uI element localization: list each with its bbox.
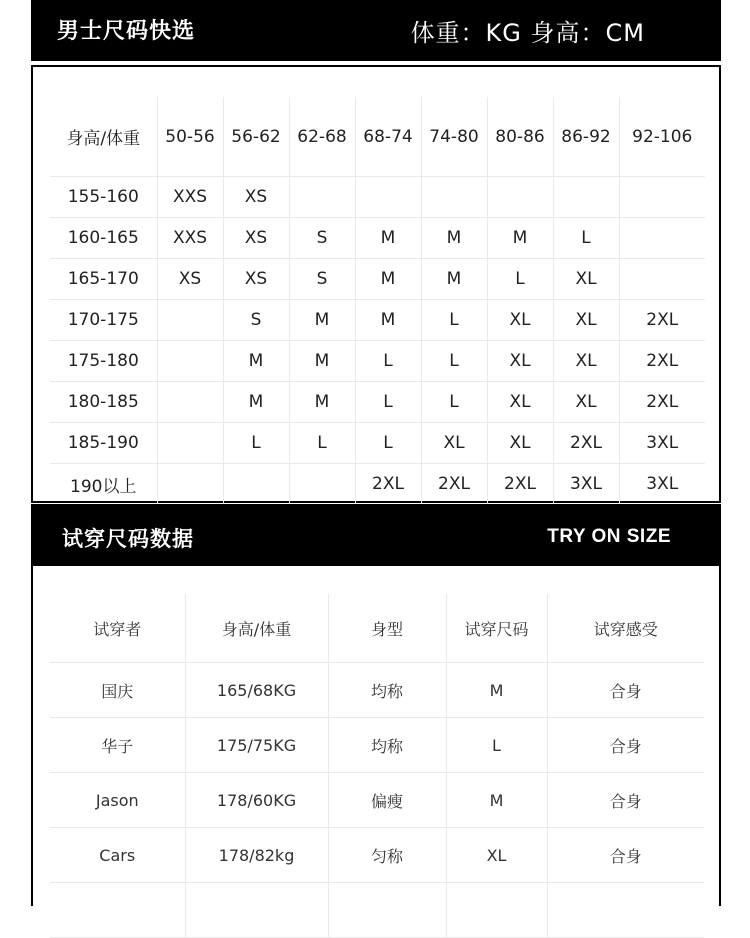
size-cell xyxy=(157,464,223,505)
try-on-cell: M xyxy=(446,773,547,828)
size-cell: 2XL xyxy=(619,382,705,423)
try-on-cell: 合身 xyxy=(547,828,704,883)
size-cell: M xyxy=(289,382,355,423)
weight-range-header: 74-80 xyxy=(421,97,487,177)
try-on-column-header: 试穿者 xyxy=(50,594,185,663)
weight-range-header: 62-68 xyxy=(289,97,355,177)
size-chart-row xyxy=(50,464,705,505)
size-cell: XL xyxy=(553,259,619,300)
size-cell xyxy=(289,177,355,218)
size-cell: M xyxy=(421,259,487,300)
weight-range-header: 50-56 xyxy=(157,97,223,177)
size-cell: XL xyxy=(553,382,619,423)
size-cell: XS xyxy=(223,177,289,218)
size-chart-row xyxy=(50,382,705,423)
try-on-column-header: 身高/体重 xyxy=(185,594,328,663)
size-cell: L xyxy=(421,300,487,341)
size-cell: XL xyxy=(487,300,553,341)
size-chart-row xyxy=(50,423,705,464)
try-on-cell: 合身 xyxy=(547,773,704,828)
size-chart-row xyxy=(50,300,705,341)
try-on-cell: 178/82kg xyxy=(185,828,328,883)
size-cell: L xyxy=(223,423,289,464)
try-on-title-en: TRY ON SIZE xyxy=(547,526,671,547)
size-cell xyxy=(157,382,223,423)
size-cell: XL xyxy=(553,341,619,382)
try-on-column-header: 试穿尺码 xyxy=(446,594,547,663)
size-cell: L xyxy=(421,341,487,382)
try-on-column-header: 试穿感受 xyxy=(547,594,704,663)
size-cell xyxy=(157,300,223,341)
size-cell xyxy=(619,259,705,300)
size-cell xyxy=(421,177,487,218)
size-guide-header xyxy=(31,0,721,61)
weight-range-header: 68-74 xyxy=(355,97,421,177)
size-chart-row xyxy=(50,259,705,300)
try-on-column-header: 身型 xyxy=(328,594,446,663)
try-on-title: 试穿尺码数据 xyxy=(62,527,194,551)
try-on-cell: 178/60KG xyxy=(185,773,328,828)
size-cell: M xyxy=(487,218,553,259)
size-cell: 2XL xyxy=(619,300,705,341)
try-on-cell xyxy=(185,883,328,938)
try-on-cell: 华子 xyxy=(50,718,185,773)
try-on-cell: 均称 xyxy=(328,718,446,773)
try-on-header xyxy=(31,504,721,566)
size-cell: 3XL xyxy=(553,464,619,505)
size-cell xyxy=(223,464,289,505)
size-cell: M xyxy=(289,341,355,382)
try-on-cell: 合身 xyxy=(547,663,704,718)
size-cell xyxy=(289,464,355,505)
corner-label: 身高/体重 xyxy=(50,97,157,177)
height-range-label: 175-180 xyxy=(50,341,157,382)
height-range-label: 190以上 xyxy=(50,464,157,505)
weight-range-header: 86-92 xyxy=(553,97,619,177)
try-on-cell: 175/75KG xyxy=(185,718,328,773)
size-cell: L xyxy=(355,423,421,464)
size-cell xyxy=(487,177,553,218)
size-cell xyxy=(619,177,705,218)
size-cell: M xyxy=(421,218,487,259)
try-on-cell: 165/68KG xyxy=(185,663,328,718)
weight-range-header: 92-106 xyxy=(619,97,705,177)
size-cell: L xyxy=(487,259,553,300)
try-on-cell: L xyxy=(446,718,547,773)
try-on-row-empty xyxy=(50,883,704,938)
size-chart-row xyxy=(50,341,705,382)
try-on-row xyxy=(50,773,704,828)
weight-range-header: 80-86 xyxy=(487,97,553,177)
size-chart-row xyxy=(50,177,705,218)
try-on-table xyxy=(50,594,704,938)
size-cell xyxy=(157,423,223,464)
size-cell: 2XL xyxy=(421,464,487,505)
height-range-label: 165-170 xyxy=(50,259,157,300)
size-cell: M xyxy=(355,259,421,300)
try-on-cell: Cars xyxy=(50,828,185,883)
try-on-cell: 国庆 xyxy=(50,663,185,718)
size-cell: XXS xyxy=(157,218,223,259)
try-on-cell: Jason xyxy=(50,773,185,828)
try-on-cell xyxy=(446,883,547,938)
try-on-cell xyxy=(328,883,446,938)
size-cell: L xyxy=(421,382,487,423)
height-range-label: 180-185 xyxy=(50,382,157,423)
size-cell: XXS xyxy=(157,177,223,218)
size-cell: M xyxy=(355,300,421,341)
size-chart-table xyxy=(50,97,705,504)
size-cell: 2XL xyxy=(355,464,421,505)
size-cell xyxy=(355,177,421,218)
size-cell: S xyxy=(223,300,289,341)
size-cell: 2XL xyxy=(487,464,553,505)
size-cell: XL xyxy=(487,423,553,464)
try-on-cell: 合身 xyxy=(547,718,704,773)
size-cell xyxy=(553,177,619,218)
size-cell: 2XL xyxy=(553,423,619,464)
try-on-header-row xyxy=(50,594,704,663)
size-cell: XL xyxy=(553,300,619,341)
size-chart-header-row xyxy=(50,97,705,177)
height-range-label: 185-190 xyxy=(50,423,157,464)
weight-range-header: 56-62 xyxy=(223,97,289,177)
size-cell: XS xyxy=(223,259,289,300)
size-cell: L xyxy=(355,382,421,423)
size-cell: M xyxy=(289,300,355,341)
units-note: 体重：KG 身高：CM xyxy=(410,19,645,47)
height-range-label: 155-160 xyxy=(50,177,157,218)
size-cell: XL xyxy=(421,423,487,464)
size-cell: XL xyxy=(487,382,553,423)
size-cell: XL xyxy=(487,341,553,382)
try-on-cell xyxy=(50,883,185,938)
size-cell: L xyxy=(553,218,619,259)
size-cell: 2XL xyxy=(619,341,705,382)
size-chart-row xyxy=(50,218,705,259)
try-on-row xyxy=(50,718,704,773)
size-cell: L xyxy=(289,423,355,464)
try-on-row xyxy=(50,663,704,718)
try-on-cell: 均称 xyxy=(328,663,446,718)
size-cell: 3XL xyxy=(646,474,679,494)
size-cell: S xyxy=(289,259,355,300)
size-cell: L xyxy=(355,341,421,382)
height-range-label: 170-175 xyxy=(50,300,157,341)
size-cell: M xyxy=(355,218,421,259)
try-on-row xyxy=(50,828,704,883)
try-on-cell: 匀称 xyxy=(328,828,446,883)
try-on-cell: 偏瘦 xyxy=(328,773,446,828)
size-guide-title: 男士尺码快选 xyxy=(57,19,196,44)
size-cell: S xyxy=(289,218,355,259)
size-cell xyxy=(619,218,705,259)
size-cell: XS xyxy=(157,259,223,300)
size-cell xyxy=(157,341,223,382)
try-on-cell: M xyxy=(446,663,547,718)
try-on-cell: XL xyxy=(446,828,547,883)
try-on-cell xyxy=(547,883,704,938)
size-cell: XS xyxy=(223,218,289,259)
size-cell: 3XL xyxy=(619,423,705,464)
height-range-label: 160-165 xyxy=(50,218,157,259)
size-cell: M xyxy=(223,382,289,423)
size-cell: M xyxy=(223,341,289,382)
